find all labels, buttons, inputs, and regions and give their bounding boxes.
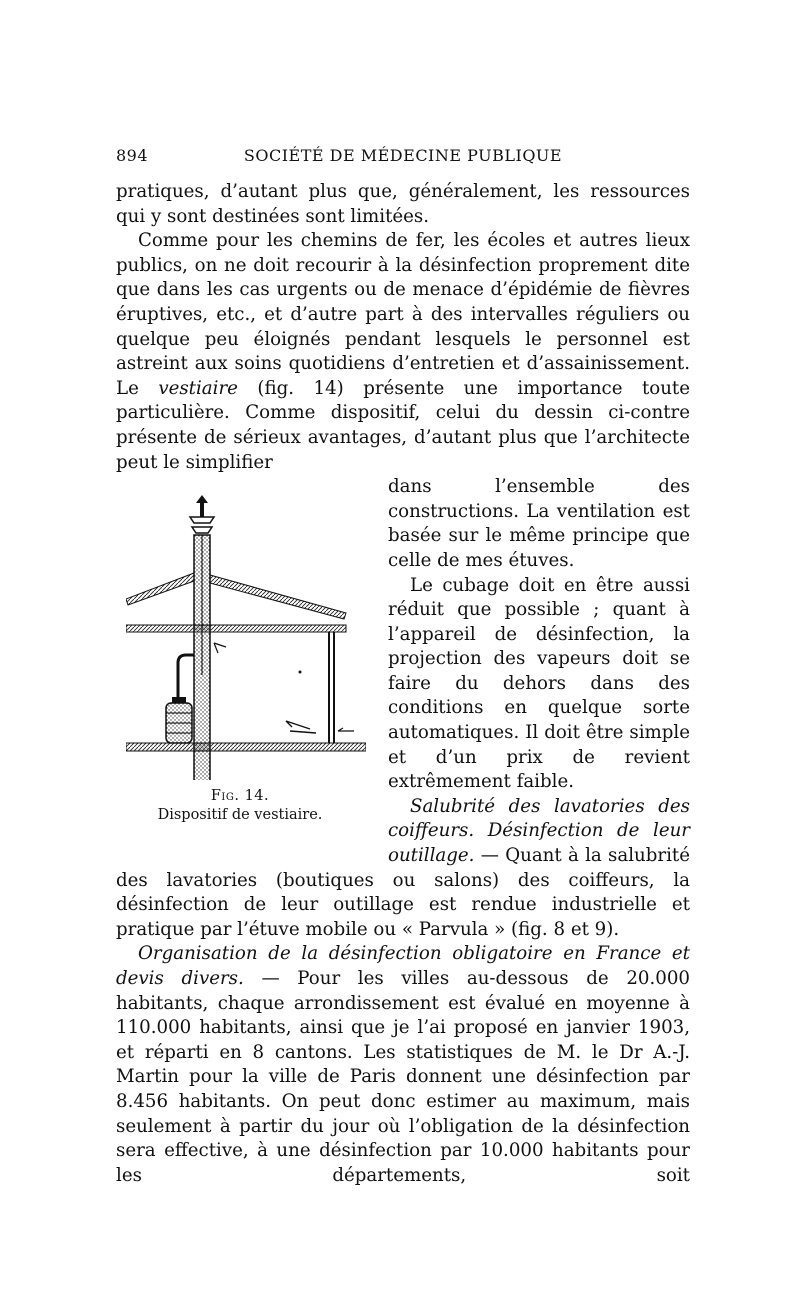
figure-label: Fig. 14.	[210, 788, 270, 805]
paragraph-4: Le cubage doit en être aussi réduit que possible ; quant à l’appareil de désinfection, la projection des vapeurs doit se faire du dehors dans des conditions en quelque sorte automatiques. Il doit être simple et d’un prix de revient extrêmement faible.	[388, 574, 690, 793]
paragraph-6	[116, 942, 690, 1188]
paragraph-2-part-a: Comme pour les chemins de fer, les écoles et autres lieux publics, on ne doit recourir à la désinfection proprement dite que dans les cas urgents ou de menace d’épidémie de fièvres éruptives, etc., et d’autre part à des intervalles réguliers ou quelque peu éloignés pendant lesquels le personnel est astreint aux soins quotidiens d’entretien et d’assainissement. Le	[116, 230, 690, 399]
figure-title: Dispositif de vestiaire.	[157, 807, 323, 824]
paragraph-2	[116, 229, 690, 475]
paragraph-5-text: — Quant à la salubrité des lavatories (boutiques ou salons) des coiffeurs, la désinfection de leur outillage est rendue industrielle et pratique par l’étuve mobile ou « Parvula » (fig. 8 et 9).	[116, 845, 690, 940]
body-text	[116, 180, 690, 1188]
paragraph-3: dans l’ensemble des constructions. La ventilation est basée sur le même principe que celle de mes étuves.	[388, 476, 690, 571]
paragraph-2-part-b: (fig. 14) présente une importance toute particulière. Comme dispositif, celui du dessin ci-contre présente de sérieux avantages, d’autant plus que l’architecte peut le simplifier	[116, 377, 690, 473]
section-heading-lavatories: Salubrité des lavatories des coiffeurs. Désinfection de leur outillage.	[388, 795, 690, 867]
running-title: SOCIÉTÉ DE MÉDECINE PUBLIQUE	[243, 146, 563, 165]
figure-14	[116, 477, 378, 861]
vestiaire-illustration	[126, 495, 366, 780]
figure-caption	[116, 787, 364, 825]
paragraph-1: pratiques, d’autant plus que, généralement, les ressources qui y sont destinées sont limitées.	[116, 181, 690, 227]
section-heading-organisation: Organisation de la désinfection obligatoire en France et devis divers.	[116, 943, 690, 989]
page-number: 894	[116, 146, 149, 165]
running-header	[116, 146, 690, 170]
paragraph-6-text: — Pour les villes au-dessous de 20.000 habitants, chaque arrondissement est évalué en moyenne à 110.000 habitants, ainsi que je l’ai proposé en janvier 1903, et réparti en 8 cantons. Les statistiques de M. le Dr A.-J. Martin pour la ville de Paris donnent une désinfection par 8.456 habitants. On peut donc estimer au maximum, mais seulement à partir du jour où l’obligation de la désinfection sera effective, à une désinfection par 10.000 habitants pour les départements, soit	[116, 968, 690, 1186]
vestiaire-term: vestiaire	[158, 377, 238, 399]
